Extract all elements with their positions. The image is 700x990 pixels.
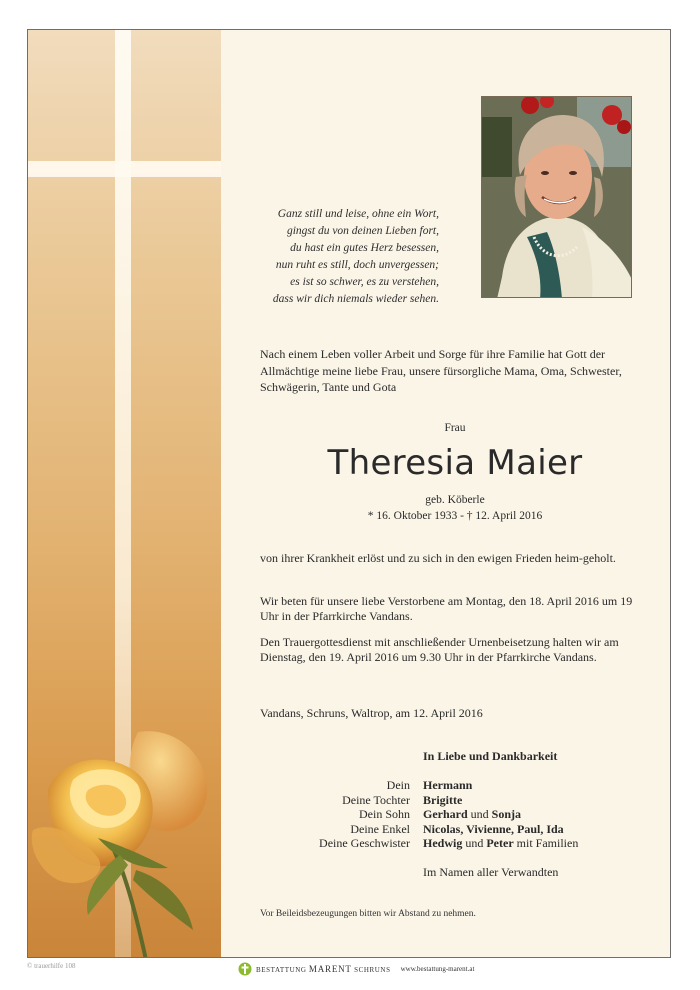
obituary-card [27,29,671,958]
paragraph-prayer: Wir beten für unsere liebe Verstorbene am Montag, den 18. April 2016 um 19 Uhr in der Pfarrkirche Vandans. [260,594,633,623]
relation-label: Deine Enkel [350,822,410,836]
rose-image [28,720,221,958]
funeral-home-name: BESTATTUNG MARENT SCHRUNS [256,964,391,974]
life-dates: * 16. Oktober 1933 - † 12. April 2016 [367,510,543,522]
closing-phrase: In Liebe und Dankbarkeit [423,749,558,763]
relation-names: Hermann [423,778,473,792]
relation-names: Brigitte [423,793,463,807]
relation-names: Nicolas, Vivienne, Paul, Ida [423,822,564,836]
relation-names: Gerhard und Sonja [423,807,522,821]
funeral-home-footer [238,962,474,976]
poem-line: gingst du von deinen Lieben fort, [286,225,439,237]
relation-label: Deine Tochter [342,793,410,807]
copyright-text: © trauerhilfe 108 [27,962,76,970]
deceased-name: Theresia Maier [327,443,583,483]
poem-line: Ganz still und leise, ohne ein Wort, [277,208,439,220]
portrait-photo [481,96,632,298]
relatives-note: Im Namen aller Verwandten [423,865,559,879]
title-salutation: Frau [444,422,466,434]
memorial-poem [231,206,439,308]
paragraph-passing: von ihrer Krankheit erlöst und zu sich in den ewigen Frieden heim-geholt. [260,551,616,565]
condolence-note: Vor Beileidsbezeugungen bitten wir Abstand zu nehmen. [260,909,476,919]
intro-text: Nach einem Leben voller Arbeit und Sorge für ihre Familie hat Gott der Allmächtige meine liebe Frau, unsere fürsorgliche Mama, Oma, Schwester, Schwägerin, Tante und Gota [260,347,622,394]
relation-label: Dein [386,778,410,792]
funeral-home-website[interactable]: www.bestattung-marent.at [400,965,475,973]
place-and-date: Vandans, Schruns, Waltrop, am 12. April 2016 [260,706,483,720]
funeral-home-logo-icon [238,962,252,976]
poem-line: du hast ein gutes Herz besessen, [290,242,439,254]
relation-names: Hedwig und Peter mit Familien [423,836,579,850]
poem-line: es ist so schwer, es zu verstehen, [290,276,439,288]
maiden-name: geb. Köberle [425,494,485,506]
poem-line: nun ruht es still, doch unvergessen; [275,259,439,271]
decorative-panel [28,30,221,957]
relation-label: Deine Geschwister [319,836,410,850]
cross-horizontal-beam [28,161,221,177]
relation-label: Dein Sohn [359,807,410,821]
paragraph-funeral: Den Trauergottesdienst mit anschließender Urnenbeisetzung halten wir am Dienstag, den 19. April 2016 um 9.30 Uhr in der Pfarrkirche Vandans. [260,635,619,664]
poem-line: dass wir dich niemals wieder sehen. [272,293,439,305]
